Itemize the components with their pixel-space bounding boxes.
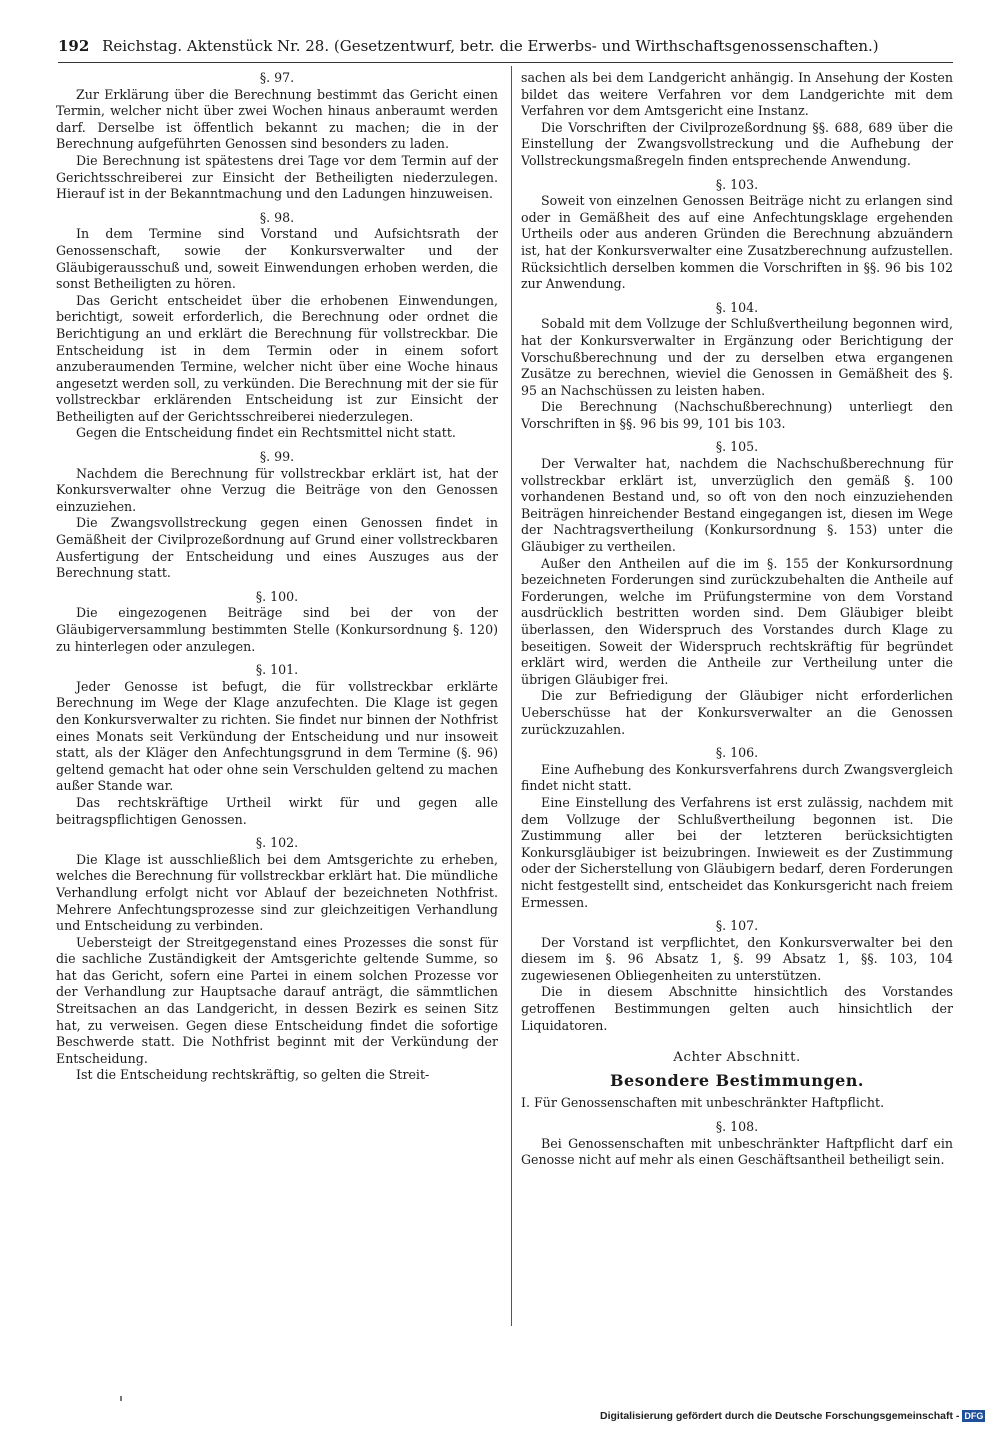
section-heading: §. 105.: [715, 439, 759, 455]
section-heading: §. 101.: [255, 662, 299, 678]
paragraph: Der Verwalter hat, nachdem die Nachschußberechnung für vollstreckbar erklärt ist, unverzüglich den gemäß §. 100 vorhandenen Bestand und, so oft von den noch einzuziehenden Beiträgen hinreichender Bestand eingegangen ist, diesen im Wege der Nachtragsvertheilung (Konkursordnung §. 153) unter die Gläubiger zu vertheilen.: [521, 456, 953, 555]
chapter-heading: Achter Abschnitt.: [673, 1050, 801, 1066]
paragraph: Uebersteigt der Streitgegenstand eines Prozesses die sonst für die sachliche Zuständigkeit der Amtsgerichte geltende Summe, so hat das Gericht, sofern eine Partei in einem solchen Prozesse vor der Verhandlung zur Hauptsache darauf anträgt, die sämmtlichen Streitsachen an das Landgericht, in dessen Bezirk es seinen Sitz hat, zu verweisen. Gegen diese Entscheidung findet die sofortige Beschwerde statt. Die Nothfrist beginnt mit der Verkündung der Entscheidung.: [56, 934, 498, 1066]
left-column: [56, 70, 498, 1332]
paragraph: Bei Genossenschaften mit unbeschränkter Haftpflicht darf ein Genosse nicht auf mehr als einen Geschäftsantheil betheiligt sein.: [521, 1135, 953, 1168]
paragraph: Nachdem die Berechnung für vollstreckbar erklärt ist, hat der Konkursverwalter ohne Verzug die Beiträge von den Genossen einzuziehen.: [56, 465, 498, 514]
credit-text: Digitalisierung gefördert durch die Deutsche Forschungsgemeinschaft -: [600, 1410, 960, 1422]
paragraph: Außer den Antheilen auf die im §. 155 der Konkursordnung bezeichneten Forderungen sind zurückzubehalten die Antheile auf Forderungen, welche im Prüfungstermine von dem Vorstand ausdrücklich bestritten worden sind. Dem Gläubiger bleibt überlassen, den Widerspruch des Vorstandes durch Klage zu beseitigen. Soweit der Widerspruch rechtskräftig für begründet erklärt wird, werden die Antheile zur Vertheilung unter die übrigen Gläubiger frei.: [521, 555, 953, 687]
paragraph: Die Zwangsvollstreckung gegen einen Genossen findet in Gemäßheit der Civilprozeßordnung auf Grund einer vollstreckbaren Ausfertigung der Entscheidung und eines Auszuges aus der Berechnung statt.: [56, 515, 498, 581]
paragraph: Die eingezogenen Beiträge sind bei der von der Gläubigerversammlung bestimmten Stelle (Konkursordnung §. 120) zu hinterlegen oder anzulegen.: [56, 605, 498, 654]
paragraph: In dem Termine sind Vorstand und Aufsichtsrath der Genossenschaft, sowie der Konkursverwalter und der Gläubigerausschuß und, soweit Einwendungen erhoben werden, die sonst Betheiligten zu hören.: [56, 226, 498, 292]
footer-credit: [600, 1410, 992, 1426]
paragraph: Die Berechnung (Nachschußberechnung) unterliegt den Vorschriften in §§. 96 bis 99, 101 bis 103.: [521, 399, 953, 431]
subsection-heading: I. Für Genossenschaften mit unbeschränkter Haftpflicht.: [521, 1095, 885, 1111]
section-heading: §. 104.: [715, 299, 759, 315]
paragraph: Eine Einstellung des Verfahrens ist erst zulässig, nachdem mit dem Vollzuge der Schlußvertheilung begonnen ist. Die Zustimmung aller bei der letzteren berücksichtigten Konkursgläubiger ist beizubringen. Inwieweit es der Zustimmung oder der Sicherstellung von Gläubigern bedarf, deren Forderungen nicht festgestellt sind, entscheidet das Konkursgericht nach freiem Ermessen.: [521, 794, 953, 910]
paragraph: Die Berechnung ist spätestens drei Tage vor dem Termin auf der Gerichtsschreiberei zur Einsicht der Betheiligten niederzulegen. Hierauf ist in der Bekanntmachung und den Ladungen hinzuweisen.: [56, 152, 498, 202]
paragraph: Ist die Entscheidung rechtskräftig, so gelten die Streit-: [76, 1067, 430, 1083]
paragraph: Zur Erklärung über die Berechnung bestimmt das Gericht einen Termin, welcher nicht über zwei Wochen hinaus anberaumt werden darf. Derselbe ist öffentlich bekannt zu machen; die in der Berechnung aufgeführten Genossen sind besonders zu laden.: [56, 86, 498, 152]
section-heading: §. 108.: [715, 1119, 759, 1135]
dfg-logo: DFG: [964, 1411, 984, 1422]
section-heading: §. 97.: [259, 70, 295, 85]
paragraph-continued: sachen als bei dem Landgericht anhängig. In Ansehung der Kosten bildet das weitere Verfahren vor dem Landgerichte mit dem Verfahren vor dem Amtsgericht eine Instanz.: [521, 70, 953, 119]
section-heading: §. 100.: [255, 588, 299, 604]
column-divider: [511, 66, 512, 1326]
paragraph: Das rechtskräftige Urtheil wirkt für und gegen alle beitragspflichtigen Genossen.: [56, 794, 498, 827]
paragraph: Das Gericht entscheidet über die erhobenen Einwendungen, berichtigt, soweit erforderlich, die Berechnung oder ordnet die Berichtigung an und erklärt die Berechnung für vollstreckbar. Die Entscheidung ist in dem Termin oder in einem sofort anzuberaumenden Termine, welcher nicht über eine Woche hinaus angesetzt werden soll, zu verkünden. Die Berechnung mit der sie für vollstreckbar erklärenden Entscheidung ist zur Einsicht der Betheiligten auf der Gerichtsschreiberei niederzulegen.: [56, 292, 498, 424]
header-rule: [58, 62, 953, 63]
paragraph: Soweit von einzelnen Genossen Beiträge nicht zu erlangen sind oder in Gemäßheit des auf eine Anfechtungsklage ergehenden Urtheils oder aus anderen Gründen die Berechnung abzuändern ist, hat der Konkursverwalter eine Zusatzberechnung aufzustellen. Rücksichtlich derselben kommen die Vorschriften in §§. 96 bis 102 zur Anwendung.: [521, 193, 953, 292]
paragraph: Die zur Befriedigung der Gläubiger nicht erforderlichen Ueberschüsse hat der Konkursverwalter an die Genossen zurückzuzahlen.: [521, 688, 953, 737]
paragraph: Der Vorstand ist verpflichtet, den Konkursverwalter bei den diesem im §. 96 Absatz 1, §. 99 Absatz 1, §§. 103, 104 zugewiesenen Obliegenheiten zu unterstützen.: [521, 934, 953, 983]
right-column: [521, 70, 953, 1332]
page-number: 192: [58, 37, 90, 55]
section-heading: §. 98.: [259, 209, 295, 225]
paragraph: Sobald mit dem Vollzuge der Schlußvertheilung begonnen wird, hat der Konkursverwalter in Ergänzung oder Berichtigung der Vorschußberechnung und der zu derselben etwa ergangenen Zusätze zu berechnen, wieviel die Genossen in Gemäßheit des §. 95 an Nachschüssen zu leisten haben.: [521, 316, 953, 398]
paragraph: Die in diesem Abschnitte hinsichtlich des Vorstandes getroffenen Bestimmungen gelten auch hinsichtlich der Liquidatoren.: [521, 984, 953, 1033]
section-heading: §. 107.: [715, 918, 759, 934]
section-heading: §. 99.: [259, 449, 295, 465]
running-title: Reichstag. Aktenstück Nr. 28. (Gesetzentwurf, betr. die Erwerbs- und Wirthschaftsgenossenschaften.): [102, 37, 879, 55]
paragraph: Die Klage ist ausschließlich bei dem Amtsgerichte zu erheben, welches die Berechnung für vollstreckbar erklärt hat. Die mündliche Verhandlung erfolgt nicht vor Ablauf der bezeichneten Nothfrist. Mehrere Anfechtungsprozesse sind zur gleichzeitigen Verhandlung und Entscheidung zu verbinden.: [56, 851, 498, 934]
running-header: [58, 36, 940, 60]
paragraph: Jeder Genosse ist befugt, die für vollstreckbar erklärte Berechnung im Wege der Klage anzufechten. Die Klage ist gegen den Konkursverwalter zu richten. Sie findet nur binnen der Nothfrist eines Monats seit Verkündung der Entscheidung und nur insoweit statt, als der Kläger den Anfechtungsgrund in dem Termine (§. 96) geltend gemacht hat oder ohne sein Verschulden geltend zu machen außer Stande war.: [56, 678, 498, 794]
paragraph: Eine Aufhebung des Konkursverfahrens durch Zwangsvergleich findet nicht statt.: [521, 761, 953, 794]
section-heading: §. 103.: [715, 176, 759, 192]
scan-mark: [120, 1396, 122, 1401]
paragraph: Die Vorschriften der Civilprozeßordnung §§. 688, 689 über die Einstellung der Zwangsvollstreckung und die Aufhebung der Vollstreckungsmaßregeln finden entsprechende Anwendung.: [521, 119, 953, 168]
section-heading: §. 102.: [255, 835, 299, 851]
section-heading: §. 106.: [715, 745, 759, 761]
chapter-title: Besondere Bestimmungen.: [610, 1070, 864, 1090]
paragraph: Gegen die Entscheidung findet ein Rechtsmittel nicht statt.: [76, 425, 456, 441]
